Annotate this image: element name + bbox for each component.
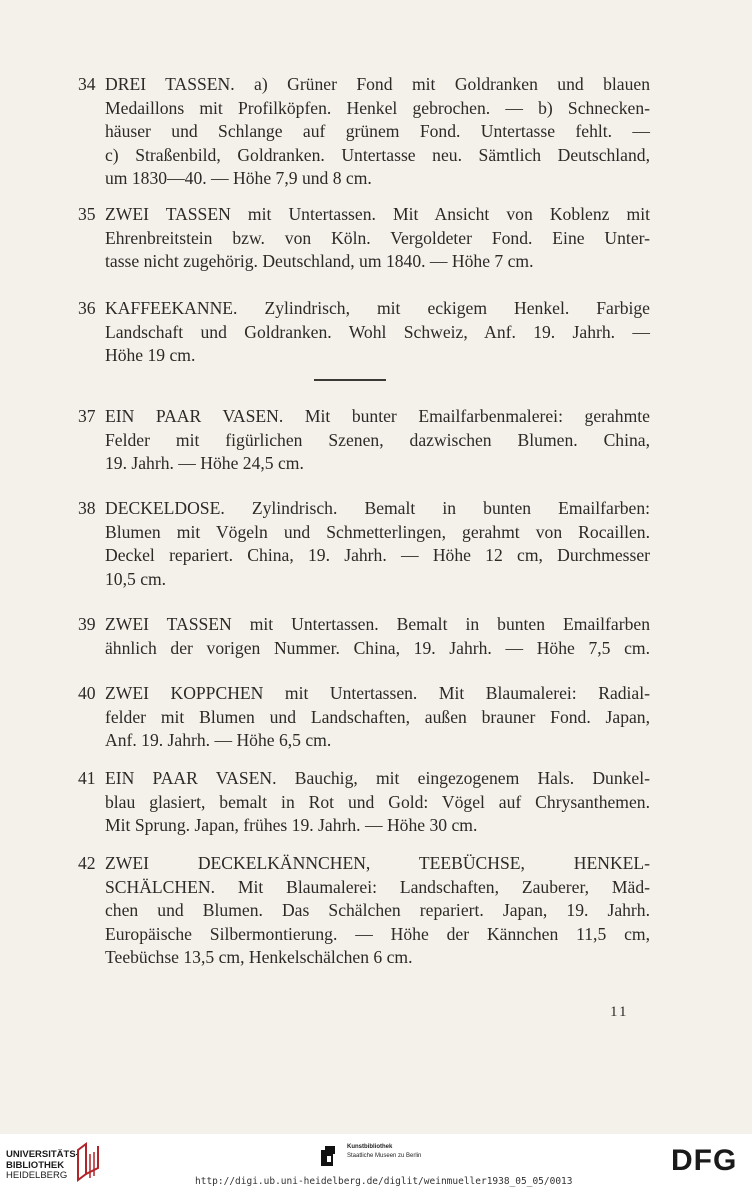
- dfg-logo: DFG: [671, 1144, 738, 1177]
- entry-text-line: häuser und Schlange auf grünem Fond. Untertasse fehlt. —: [105, 121, 650, 141]
- entry-number: 35: [78, 204, 96, 224]
- source-url-link[interactable]: http://digi.ub.uni-heidelberg.de/diglit/weinmueller1938_05_05/0013: [195, 1176, 573, 1187]
- entry-text-line: Teebüchse 13,5 cm, Henkelschälchen 6 cm.: [105, 947, 413, 967]
- entry-text-line: Deckel repariert. China, 19. Jahrh. — Höhe 12 cm, Durchmesser: [105, 545, 650, 565]
- entry-text-line: EIN PAAR VASEN. Mit bunter Emailfarbenmalerei: gerahmte: [105, 406, 650, 426]
- entry-text-line: ähnlich der vorigen Nummer. China, 19. Jahrh. — Höhe 7,5 cm.: [105, 637, 650, 658]
- entry-text-line: Landschaft und Goldranken. Wohl Schweiz, Anf. 19. Jahrh. —: [105, 321, 650, 342]
- entry-number: 41: [78, 768, 96, 788]
- entry-number: 39: [78, 614, 96, 634]
- entry-text-line: um 1830—40. — Höhe 7,9 und 8 cm.: [105, 168, 372, 188]
- entry-text-line: DREI TASSEN. a) Grüner Fond mit Goldranken und blauen: [105, 74, 650, 94]
- entry-text-line: chen und Blumen. Das Schälchen repariert. Japan, 19. Jahrh.: [105, 900, 650, 920]
- entry-number: 36: [78, 298, 96, 318]
- section-divider: [314, 379, 386, 381]
- entry-text-line: ZWEI KOPPCHEN mit Untertassen. Mit Blaumalerei: Radial-: [105, 683, 650, 703]
- entry-text-line: SCHÄLCHEN. Mit Blaumalerei: Landschaften, Zauberer, Mäd-: [105, 876, 650, 897]
- entry-text-line: tasse nicht zugehörig. Deutschland, um 1840. — Höhe 7 cm.: [105, 251, 534, 271]
- entry-text-line: ZWEI DECKELKÄNNCHEN, TEEBÜCHSE, HENKEL-: [105, 853, 650, 873]
- entry-number: 34: [78, 74, 96, 94]
- page-number: 11: [610, 1004, 629, 1020]
- kunst-line: Kunstbibliothek: [347, 1144, 393, 1150]
- entry-text-line: blau glasiert, bemalt in Rot und Gold: Vögel auf Chrysanthemen.: [105, 791, 650, 812]
- library-line: HEIDELBERG: [6, 1170, 68, 1181]
- entry-text-line: Europäische Silbermontierung. — Höhe der Kännchen 11,5 cm,: [105, 923, 650, 944]
- entry-text-line: Anf. 19. Jahrh. — Höhe 6,5 cm.: [105, 730, 332, 750]
- entry-number: 40: [78, 683, 96, 703]
- entry-text-line: 19. Jahrh. — Höhe 24,5 cm.: [105, 453, 304, 473]
- university-library-logo-icon: [74, 1142, 104, 1182]
- entry-text-line: felder mit Blumen und Landschaften, außen brauner Fond. Japan,: [105, 706, 650, 727]
- entry-text-line: ZWEI TASSEN mit Untertassen. Mit Ansicht von Koblenz mit: [105, 204, 650, 224]
- entry-text-line: DECKELDOSE. Zylindrisch. Bemalt in bunten Emailfarben:: [105, 498, 650, 518]
- entry-text-line: c) Straßenbild, Goldranken. Untertasse neu. Sämtlich Deutschland,: [105, 144, 650, 165]
- kunstbibliothek-label: [347, 1143, 421, 1161]
- entry-number: 37: [78, 406, 96, 426]
- entry-text-line: EIN PAAR VASEN. Bauchig, mit eingezogenem Hals. Dunkel-: [105, 768, 650, 788]
- university-library-label: [6, 1150, 79, 1182]
- entry-text-line: ZWEI TASSEN mit Untertassen. Bemalt in bunten Emailfarben: [105, 614, 650, 634]
- kunst-line: Staatliche Museen zu Berlin: [347, 1153, 422, 1159]
- entry-number: 38: [78, 498, 96, 518]
- entry-text-line: KAFFEEKANNE. Zylindrisch, mit eckigem Henkel. Farbige: [105, 298, 650, 318]
- library-line: BIBLIOTHEK: [6, 1159, 65, 1171]
- entry-text-line: Medaillons mit Profilköpfen. Henkel gebrochen. — b) Schnecken-: [105, 97, 650, 118]
- entry-text-line: Mit Sprung. Japan, frühes 19. Jahrh. — Höhe 30 cm.: [105, 815, 478, 835]
- entry-text-line: 10,5 cm.: [105, 568, 167, 589]
- entry-text-line: Höhe 19 cm.: [105, 345, 196, 365]
- entry-text-line: Ehrenbreitstein bzw. von Köln. Vergoldeter Fond. Eine Unter-: [105, 227, 650, 248]
- kunstbibliothek-logo-icon: [321, 1146, 343, 1168]
- entry-number: 42: [78, 853, 96, 873]
- library-line: UNIVERSITÄTS-: [6, 1149, 79, 1160]
- entry-text-line: Felder mit figürlichen Szenen, dazwischen Blumen. China,: [105, 429, 650, 450]
- entry-text-line: Blumen mit Vögeln und Schmetterlingen, gerahmt von Rocaillen.: [105, 521, 650, 542]
